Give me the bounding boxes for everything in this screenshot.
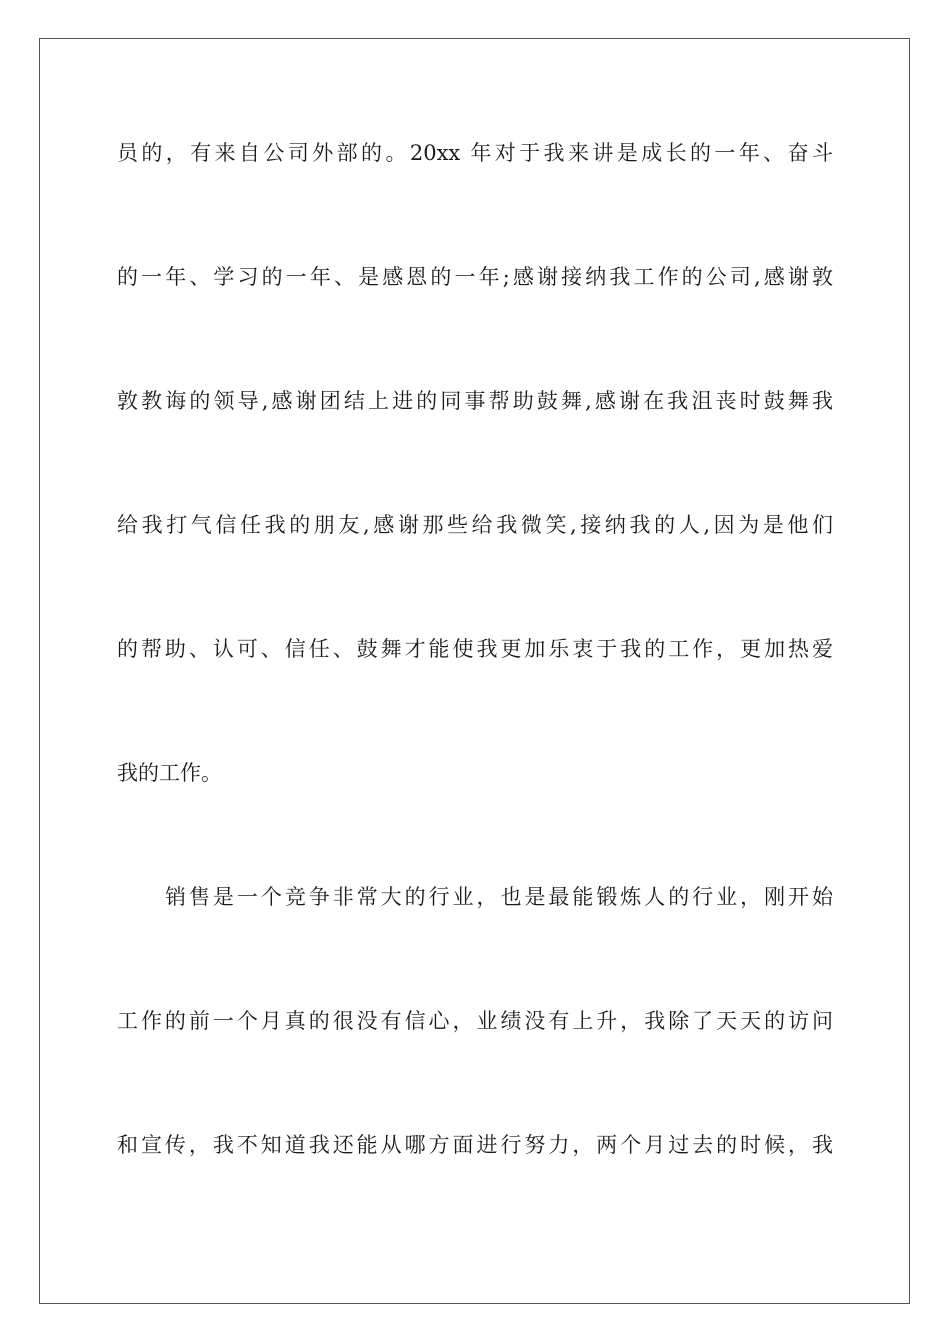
text-line-8: 工作的前一个月真的很没有信心，业绩没有上升，我除了天天的访问 (117, 1009, 833, 1033)
text-line-2: 的一年、学习的一年、是感恩的一年;感谢接纳我工作的公司,感谢敦 (117, 265, 833, 289)
text-line-6: 我的工作。 (117, 761, 222, 785)
text-line-7: 销售是一个竞争非常大的行业，也是最能锻炼人的行业，刚开始 (165, 885, 833, 909)
text-line-9: 和宣传，我不知道我还能从哪方面进行努力，两个月过去的时候，我 (117, 1133, 833, 1157)
text-line-4: 给我打气信任我的朋友,感谢那些给我微笑,接纳我的人,因为是他们 (117, 513, 833, 537)
text-line-5: 的帮助、认可、信任、鼓舞才能使我更加乐衷于我的工作，更加热爱 (117, 637, 833, 661)
text-line-1: 员的，有来自公司外部的。20xx 年对于我来讲是成长的一年、奋斗 (117, 141, 833, 165)
page-border (39, 38, 910, 1304)
text-line-3: 敦教诲的领导,感谢团结上进的同事帮助鼓舞,感谢在我沮丧时鼓舞我 (117, 389, 833, 413)
